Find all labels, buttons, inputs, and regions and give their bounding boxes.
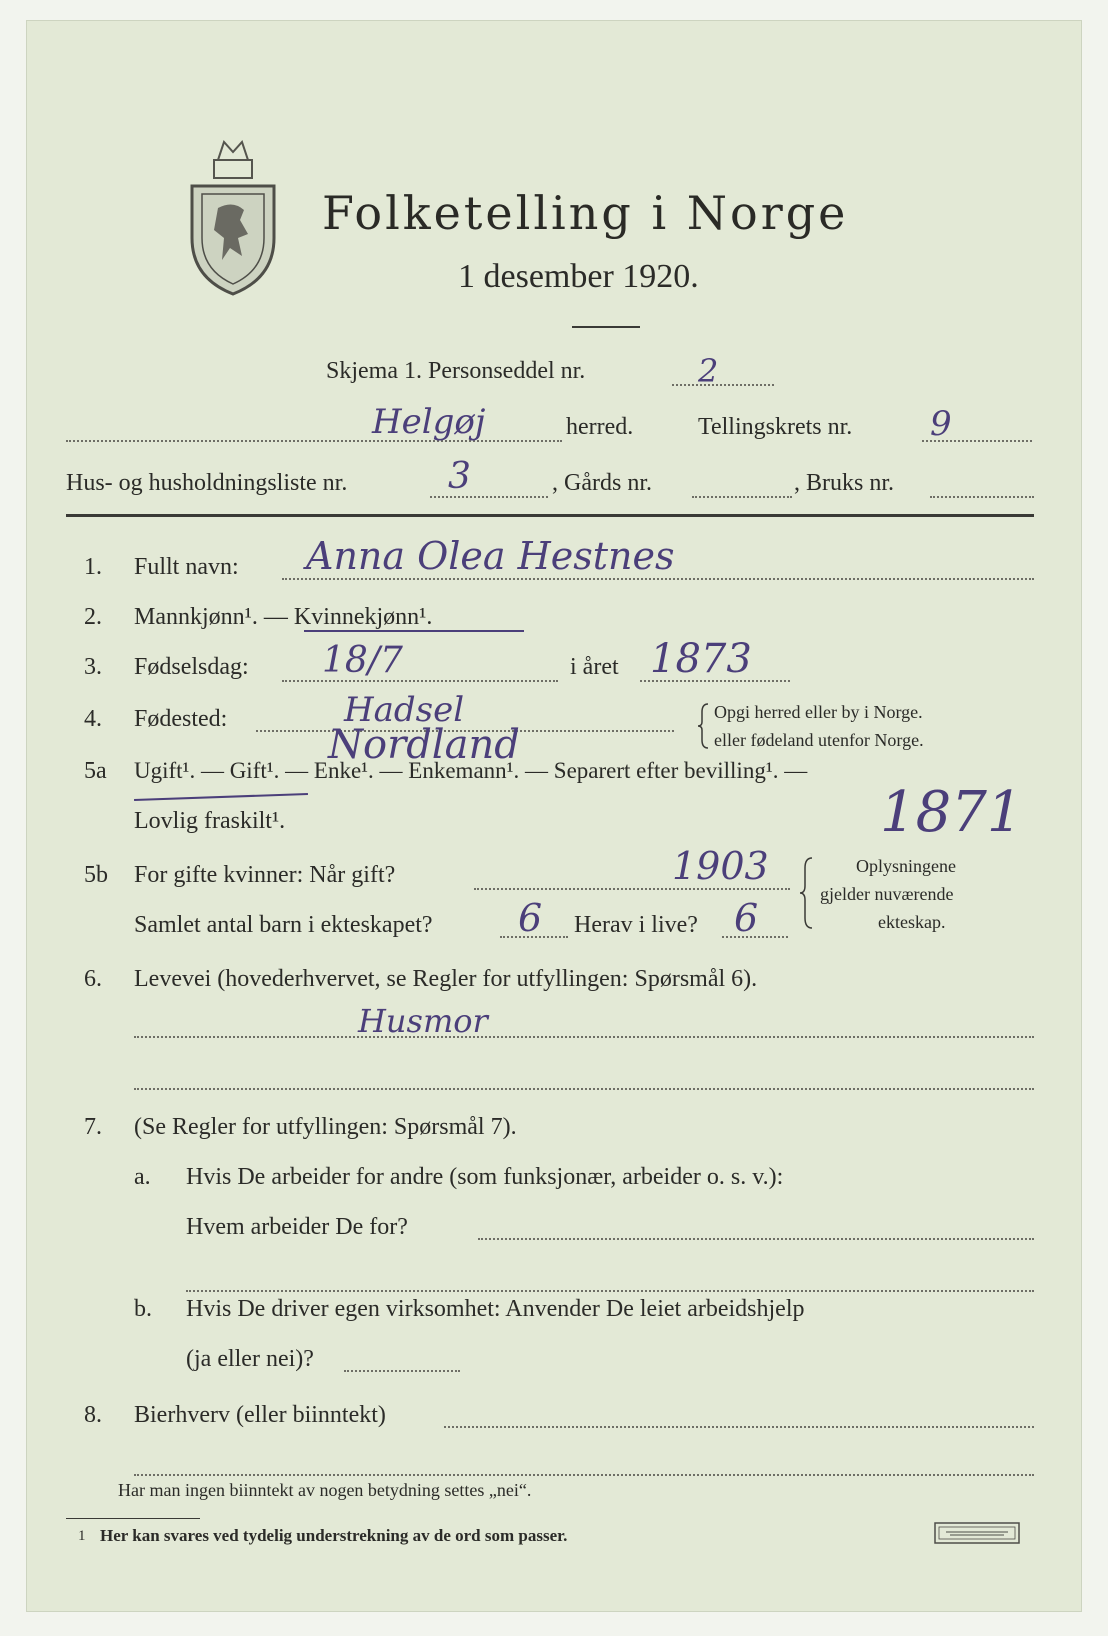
q4-brace-icon bbox=[698, 702, 710, 750]
q4-note-2: eller fødeland utenfor Norge. bbox=[714, 730, 924, 750]
q7-label: (Se Regler for utfyllingen: Spørsmål 7). bbox=[134, 1114, 517, 1140]
q5b-number: 5b bbox=[84, 862, 108, 888]
q5b-note-1: Oplysningene bbox=[856, 856, 956, 876]
skjema-line bbox=[672, 384, 774, 386]
q8-number: 8. bbox=[84, 1402, 102, 1428]
hus-value[interactable]: 3 bbox=[448, 456, 471, 497]
skjema-value[interactable]: 2 bbox=[698, 352, 719, 390]
footnote-1: Har man ingen biinntekt av nogen betydning settes „nei“. bbox=[118, 1480, 532, 1500]
q2-label: Mannkjønn¹. — Kvinnekjønn¹. bbox=[134, 604, 433, 630]
q8-line-extra bbox=[134, 1474, 1034, 1476]
q6-line-1 bbox=[134, 1036, 1034, 1038]
q7b-line bbox=[344, 1370, 460, 1372]
q7a-number: a. bbox=[134, 1164, 151, 1190]
bruks-label: , Bruks nr. bbox=[794, 470, 895, 496]
q5a-line-2: Lovlig fraskilt¹. bbox=[134, 808, 286, 834]
q4-note-1: Opgi herred eller by i Norge. bbox=[714, 702, 923, 722]
q5a-line-1: Ugift¹. — Gift¹. — Enke¹. — Enkemann¹. — Separert efter bevilling¹. — bbox=[134, 758, 808, 783]
q5b-children-value[interactable]: 6 bbox=[518, 896, 543, 940]
hus-label: Hus- og husholdningsliste nr. bbox=[66, 470, 348, 496]
title-divider bbox=[572, 326, 640, 328]
coat-of-arms-icon bbox=[188, 138, 278, 296]
header-divider bbox=[66, 514, 1034, 517]
q1-number: 1. bbox=[84, 554, 102, 580]
q6-value[interactable]: Husmor bbox=[358, 1002, 488, 1040]
skjema-label: Skjema 1. Personseddel nr. bbox=[326, 358, 586, 384]
q5b-line bbox=[474, 888, 790, 890]
q7a-line-extra bbox=[186, 1290, 1034, 1292]
q1-line bbox=[282, 578, 1034, 580]
q7-number: 7. bbox=[84, 1114, 102, 1140]
q8-line bbox=[444, 1426, 1034, 1428]
q4-label: Fødested: bbox=[134, 706, 228, 732]
herred-label: herred. bbox=[566, 414, 634, 440]
q3-label: Fødselsdag: bbox=[134, 654, 249, 680]
margin-note: 1871 bbox=[880, 780, 1023, 845]
q6-number: 6. bbox=[84, 966, 102, 992]
footnote-2: Her kan svares ved tydelig understrekning av de ord som passer. bbox=[100, 1526, 568, 1545]
q7b-line-1: Hvis De driver egen virksomhet: Anvender De leiet arbeidshjelp bbox=[186, 1296, 805, 1322]
q3-year-label: i året bbox=[570, 654, 619, 680]
q5b-children-label: Samlet antal barn i ekteskapet? bbox=[134, 912, 433, 938]
herred-line bbox=[66, 440, 562, 442]
q7a-line-2: Hvem arbeider De for? bbox=[186, 1214, 408, 1240]
tellingskrets-label: Tellingskrets nr. bbox=[698, 414, 853, 440]
q7a-line bbox=[478, 1238, 1034, 1240]
q7b-line-2: (ja eller nei)? bbox=[186, 1346, 314, 1372]
q5b-brace-icon bbox=[800, 856, 814, 930]
footnote-mark: 1 bbox=[78, 1528, 86, 1544]
form-date: 1 desember 1920. bbox=[458, 258, 699, 295]
q2-number: 2. bbox=[84, 604, 102, 630]
q7b-number: b. bbox=[134, 1296, 152, 1322]
tellingskrets-value[interactable]: 9 bbox=[930, 404, 952, 444]
q1-value[interactable]: Anna Olea Hestnes bbox=[306, 534, 675, 578]
bruks-line bbox=[930, 496, 1034, 498]
q4-number: 4. bbox=[84, 706, 102, 732]
footnote-rule bbox=[66, 1518, 200, 1519]
q6-line-2 bbox=[134, 1088, 1034, 1090]
q5a-number: 5a bbox=[84, 758, 107, 784]
q5b-label: For gifte kvinner: Når gift? bbox=[134, 862, 396, 888]
q5b-note-3: ekteskap. bbox=[878, 912, 946, 932]
q5b-alive-value[interactable]: 6 bbox=[734, 896, 759, 940]
form-title: Folketelling i Norge bbox=[322, 186, 849, 240]
q5b-note-2: gjelder nuværende bbox=[820, 884, 954, 904]
gards-line bbox=[692, 496, 792, 498]
printer-stamp-icon bbox=[934, 1522, 1020, 1544]
q6-label: Levevei (hovederhvervet, se Regler for utfyllingen: Spørsmål 6). bbox=[134, 966, 758, 992]
gards-label: , Gårds nr. bbox=[552, 470, 652, 496]
q8-label: Bierhverv (eller biinntekt) bbox=[134, 1402, 386, 1428]
q2-underline-mark bbox=[304, 630, 524, 632]
q1-label: Fullt navn: bbox=[134, 554, 239, 580]
q3-value[interactable]: 18/7 bbox=[322, 640, 403, 681]
q7a-line-1: Hvis De arbeider for andre (som funksjonær, arbeider o. s. v.): bbox=[186, 1164, 784, 1190]
herred-value[interactable]: Helgøj bbox=[372, 402, 486, 442]
q5b-alive-label: Herav i live? bbox=[574, 912, 698, 938]
q5b-value[interactable]: 1903 bbox=[672, 844, 769, 888]
q4-value-2[interactable]: Nordland bbox=[328, 722, 520, 768]
q3-number: 3. bbox=[84, 654, 102, 680]
q4-value-1[interactable]: Hadsel bbox=[344, 690, 465, 730]
q3-year-value[interactable]: 1873 bbox=[650, 636, 752, 682]
